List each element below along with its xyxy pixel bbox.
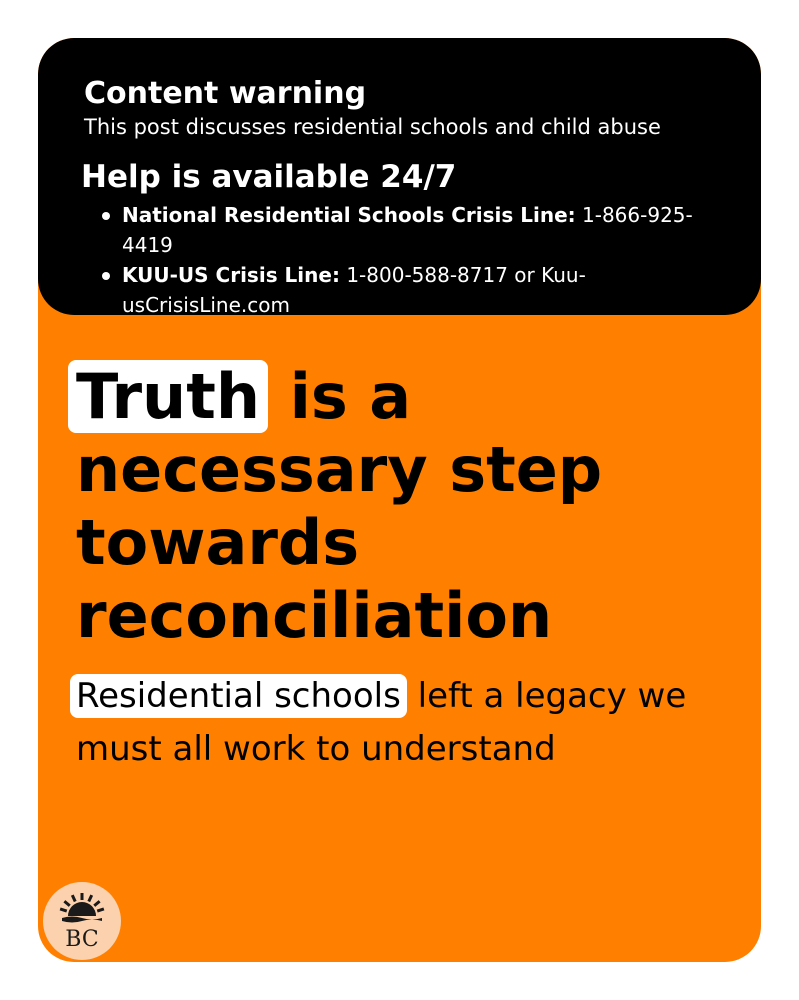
crisis-lines-list: [100, 200, 740, 320]
bc-logo: [43, 882, 121, 960]
content-warning-title: Content warning: [84, 76, 367, 111]
crisis-line-label: KUU-US Crisis Line:: [122, 263, 340, 287]
bc-logo-text: BC: [65, 927, 99, 952]
bc-sun-icon: [43, 882, 121, 960]
headline-rest: is a necessary step towards reconciliation: [76, 360, 603, 652]
bullet-icon: [102, 272, 110, 280]
subheadline-highlight: Residential schools: [70, 674, 407, 718]
crisis-line-label: National Residential Schools Crisis Line:: [122, 203, 576, 227]
bullet-icon: [102, 212, 110, 220]
crisis-line-number: 1-800-588-8717 or Kuu-usCrisisLine.com: [122, 263, 586, 317]
content-warning-subtitle: This post discusses residential schools and child abuse: [84, 115, 661, 139]
crisis-line-item: [100, 260, 740, 320]
content-warning-box: [38, 38, 761, 315]
post-card: [38, 38, 761, 962]
headline: [76, 360, 746, 652]
help-title: Help is available 24/7: [81, 159, 457, 195]
subheadline-rest: left a legacy we must all work to understand: [76, 676, 687, 769]
headline-highlight: Truth: [68, 360, 268, 433]
crisis-line-number: 1-866-925-4419: [122, 203, 693, 257]
crisis-line-item: [100, 200, 740, 260]
subheadline: [76, 670, 716, 776]
